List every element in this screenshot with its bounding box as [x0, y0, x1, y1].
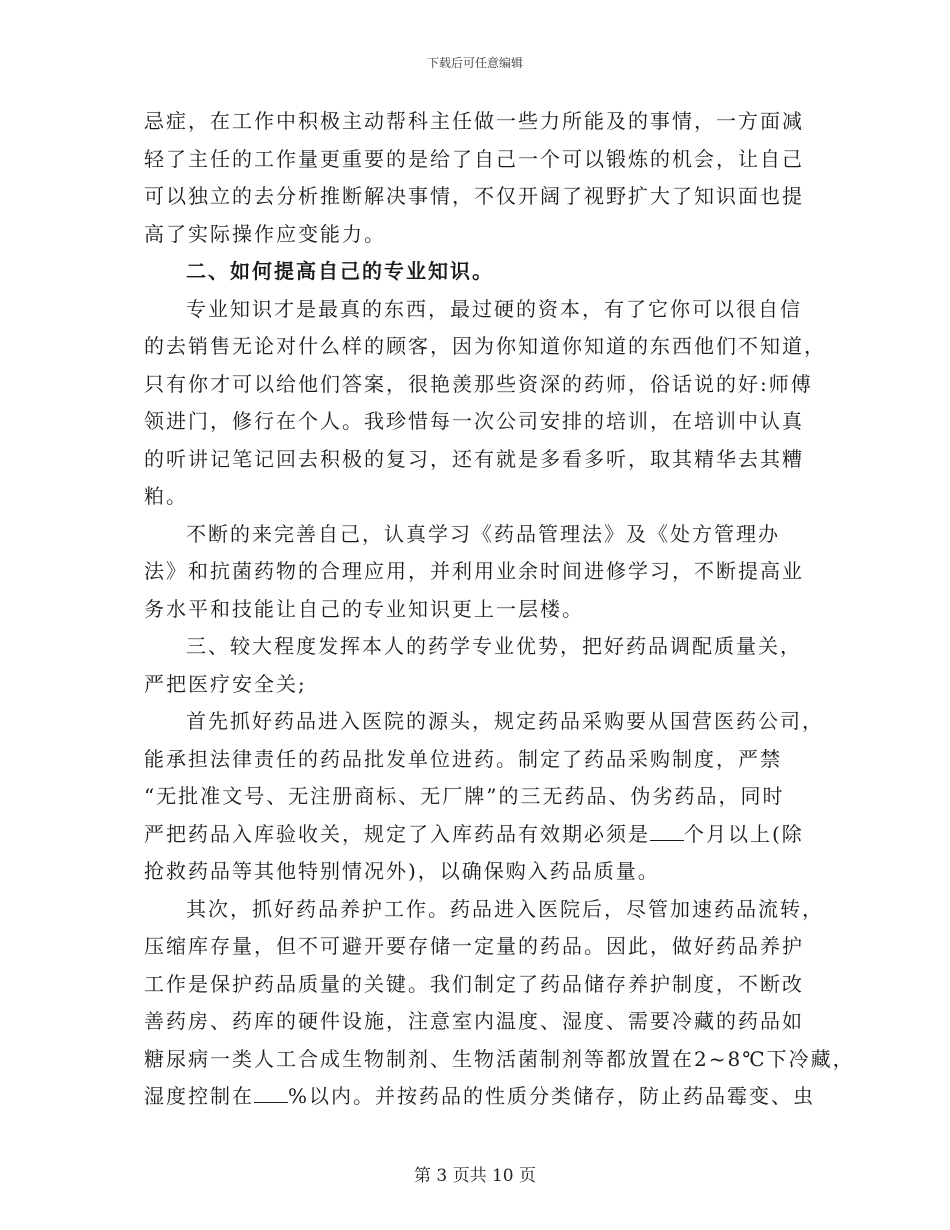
- paragraph-line: 的去销售无论对什么样的顾客，因为你知道你知道的东西他们不知道，: [144, 334, 826, 358]
- paragraph-line: 可以独立的去分析推断解决事情，不仅开阔了视野扩大了知识面也提: [144, 184, 804, 208]
- paragraph-line: 善药房、药库的硬件设施，注意室内温度、湿度、需要冷藏的药品如: [144, 1009, 804, 1033]
- paragraph-line: 领进门，修行在个人。我珍惜每一次公司安排的培训，在培训中认真: [144, 409, 804, 433]
- paragraph-line: 首先抓好药品进入医院的源头，规定药品采购要从国营医药公司，: [186, 709, 824, 733]
- paragraph-line: 糖尿病一类人工合成生物制剂、生物活菌制剂等都放置在2~8℃下冷藏，: [144, 1046, 855, 1071]
- fill-in-blank: [650, 818, 684, 841]
- paragraph-line: 不断的来完善自己，认真学习《药品管理法》及《处方管理办: [186, 521, 780, 546]
- fill-in-blank: [254, 1080, 288, 1103]
- paragraph-line: 务水平和技能让自己的专业知识更上一层楼。: [144, 596, 584, 621]
- paragraph-line: 粕。: [144, 484, 188, 508]
- line-text: 湿度控制在: [144, 1084, 254, 1108]
- page-header-note: 下载后可任意编辑: [426, 56, 523, 70]
- paragraph-line: 工作是保护药品质量的关键。我们制定了药品储存养护制度，不断改: [144, 971, 804, 996]
- paragraph-line: 只有你才可以给他们答案，很艳羡那些资深的药师，俗话说的好:师傅: [144, 371, 813, 396]
- paragraph-line: 其次，抓好药品养护工作。药品进入医院后，尽管加速药品流转，: [186, 896, 824, 921]
- paragraph-line: 专业知识才是最真的东西，最过硬的资本，有了它你可以很自信: [186, 296, 802, 321]
- paragraph-line: “无批准文号、无注册商标、无厂牌”的三无药品、伪劣药品，同时: [144, 784, 785, 808]
- paragraph-line: 高了实际操作应变能力。: [144, 221, 386, 246]
- section-heading-line: 严把医疗安全关;: [144, 671, 307, 696]
- paragraph-line: [144, 1078, 824, 1116]
- document-body: [144, 103, 855, 1116]
- line-text: %以内。并按药品的性质分类储存，防止药品霉变、虫: [288, 1084, 816, 1108]
- line-text: 个月以上(除: [684, 821, 804, 846]
- paragraph-line: 能承担法律责任的药品批发单位进药。制定了药品采购制度，严禁: [144, 746, 782, 771]
- paragraph-line: 轻了主任的工作量更重要的是给了自己一个可以锻炼的机会，让自己: [144, 146, 804, 171]
- paragraph-line: 压缩库存量，但不可避开要存储一定量的药品。因此，做好药品养护: [144, 934, 804, 958]
- section-heading: 二、如何提高自己的专业知识。: [186, 259, 494, 283]
- paragraph-line: 的听讲记笔记回去积极的复习，还有就是多看多听，取其精华去其糟: [144, 446, 804, 471]
- paragraph-line: 法》和抗菌药物的合理应用，并利用业余时间进修学习，不断提高业: [144, 559, 804, 583]
- line-text: 严把药品入库验收关，规定了入库药品有效期必须是: [144, 821, 650, 846]
- paragraph-line: 忌症，在工作中积极主动帮科主任做一些力所能及的事情，一方面减: [144, 109, 804, 133]
- paragraph-line: 抢救药品等其他特别情况外)，以确保购入药品质量。: [144, 859, 660, 883]
- section-heading-line: 三、较大程度发挥本人的药学专业优势，把好药品调配质量关，: [186, 634, 802, 658]
- paragraph-line: [144, 816, 824, 854]
- page-number: 第 3 页共 10 页: [413, 1166, 537, 1186]
